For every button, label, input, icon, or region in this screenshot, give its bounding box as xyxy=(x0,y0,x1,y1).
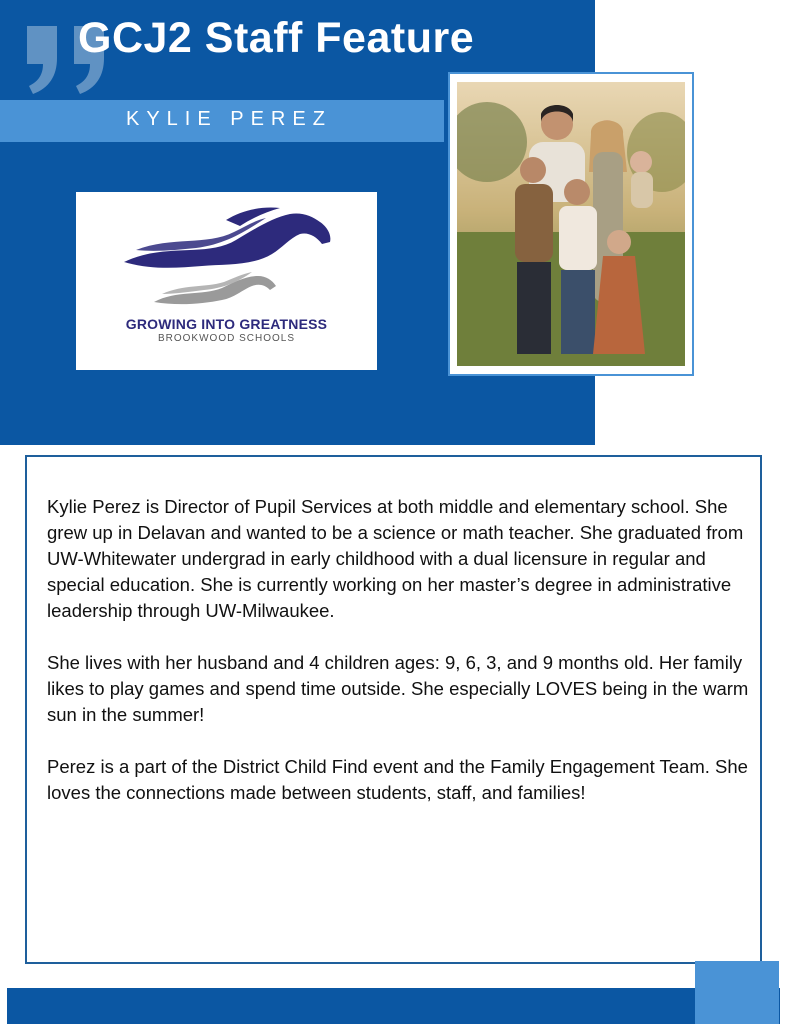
school-logo xyxy=(76,192,377,370)
logo-tagline: GROWING INTO GREATNESS xyxy=(125,316,328,332)
footer-bar xyxy=(7,988,780,1024)
bio-paragraph-2: She lives with her husband and 4 children ages: 9, 6, 3, and 9 months old. Her family likes to play games and spend time outside. She especially LOVES being in the warm sun in the summer! xyxy=(47,652,749,725)
bio-paragraph-3: Perez is a part of the District Child Find event and the Family Engagement Team. She loves the connections made between students, staff, and families! xyxy=(47,756,748,803)
bio-card xyxy=(25,455,762,964)
logo-subtitle: BROOKWOOD SCHOOLS xyxy=(157,333,295,344)
family-photo xyxy=(457,82,685,366)
bio-paragraph-1: Kylie Perez is Director of Pupil Services at both middle and elementary school. She grew up in Delavan and wanted to be a science or math teacher. She graduated from UW-Whitewater undergrad in early childhood with a dual licensure in regular and special education. She is currently working on her master’s degree in administrative leadership through UW-Milwaukee. xyxy=(47,496,744,621)
page-title: GCJ2 Staff Feature xyxy=(78,14,475,62)
family-photo-frame xyxy=(448,72,694,376)
footer-accent-square xyxy=(695,961,779,1024)
staff-name: KYLIE PEREZ xyxy=(126,108,332,130)
